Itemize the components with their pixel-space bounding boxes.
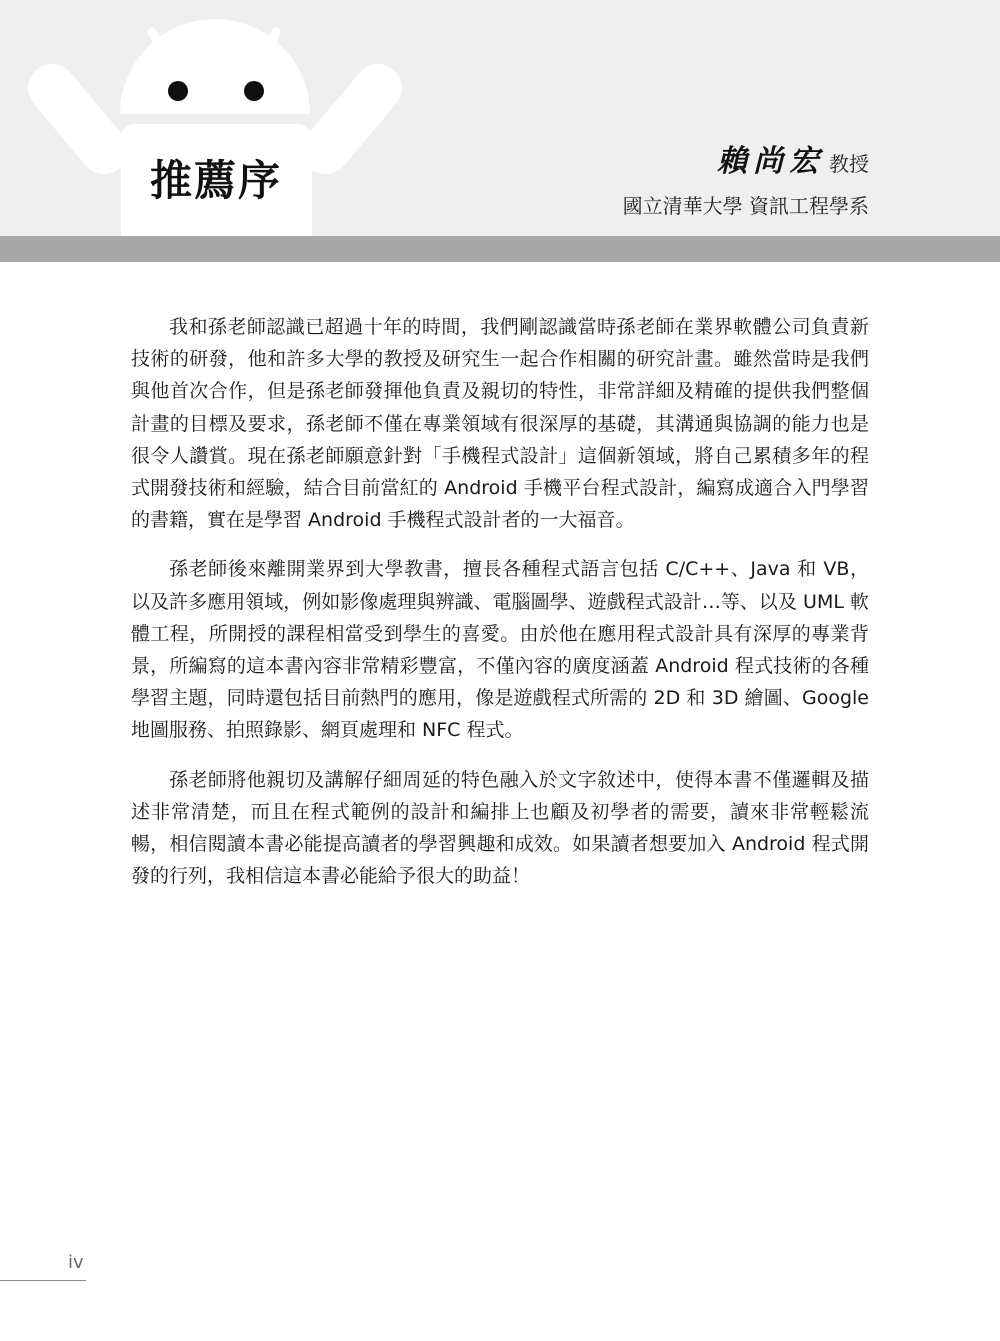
- author-title: 教授: [829, 152, 869, 176]
- preface-paragraph-2: 孫老師後來離開業界到大學教書，擅長各種程式語言包括 C/C++、Java 和 VB，以及許多應用領域，例如影像處理與辨識、電腦圖學、遊戲程式設計…等、以及 UML 軟體工程，所開授的課程相當受到學生的喜愛。由於他在應用程式設計具有深厚的專業背景，所編寫的這本書內容非常精彩豐富，不僅內容的廣度涵蓋 Android 程式技術的各種學習主題，同時還包括目前熱門的應用，像是遊戲程式所需的 2D 和 3D 繪圖、Google 地圖服務、拍照錄影、網頁處理和 NFC 程式。: [131, 558, 869, 742]
- author-name: 賴尚宏: [717, 144, 825, 179]
- section-title: 推薦序: [150, 156, 283, 205]
- author-affiliation: 國立清華大學 資訊工程學系: [622, 194, 869, 218]
- footer-rule: [0, 1280, 86, 1281]
- preface-paragraph-1: 我和孫老師認識已超過十年的時間，我們剛認識當時孫老師在業界軟體公司負責新技術的研發，他和許多大學的教授及研究生一起合作相關的研究計畫。雖然當時是我們與他首次合作，但是孫老師發揮他負責及親切的特性，非常詳細及精確的提供我們整個計畫的目標及要求，孫老師不僅在專業領域有很深厚的基礎，其溝通與協調的能力也是很令人讚賞。現在孫老師願意針對「手機程式設計」這個新領域，將自己累積多年的程式開發技術和經驗，結合目前當紅的 Android 手機平台程式設計，編寫成適合入門學習的書籍，實在是學習 Android 手機程式設計者的一大福音。: [131, 316, 869, 532]
- preface-paragraph-3: 孫老師將他親切及講解仔細周延的特色融入於文字敘述中，使得本書不僅邏輯及描述非常清楚，而且在程式範例的設計和編排上也顧及初學者的需要，讀來非常輕鬆流暢，相信閱讀本書必能提高讀者的學習興趣和成效。如果讀者想要加入 Android 程式開發的行列，我相信這本書必能給予很大的助益！: [131, 768, 869, 888]
- header-divider-bar: [0, 236, 1000, 262]
- page-number: iv: [68, 1252, 84, 1273]
- author-line: [623, 136, 869, 180]
- author-block: [623, 136, 869, 219]
- preface-body: [131, 311, 869, 909]
